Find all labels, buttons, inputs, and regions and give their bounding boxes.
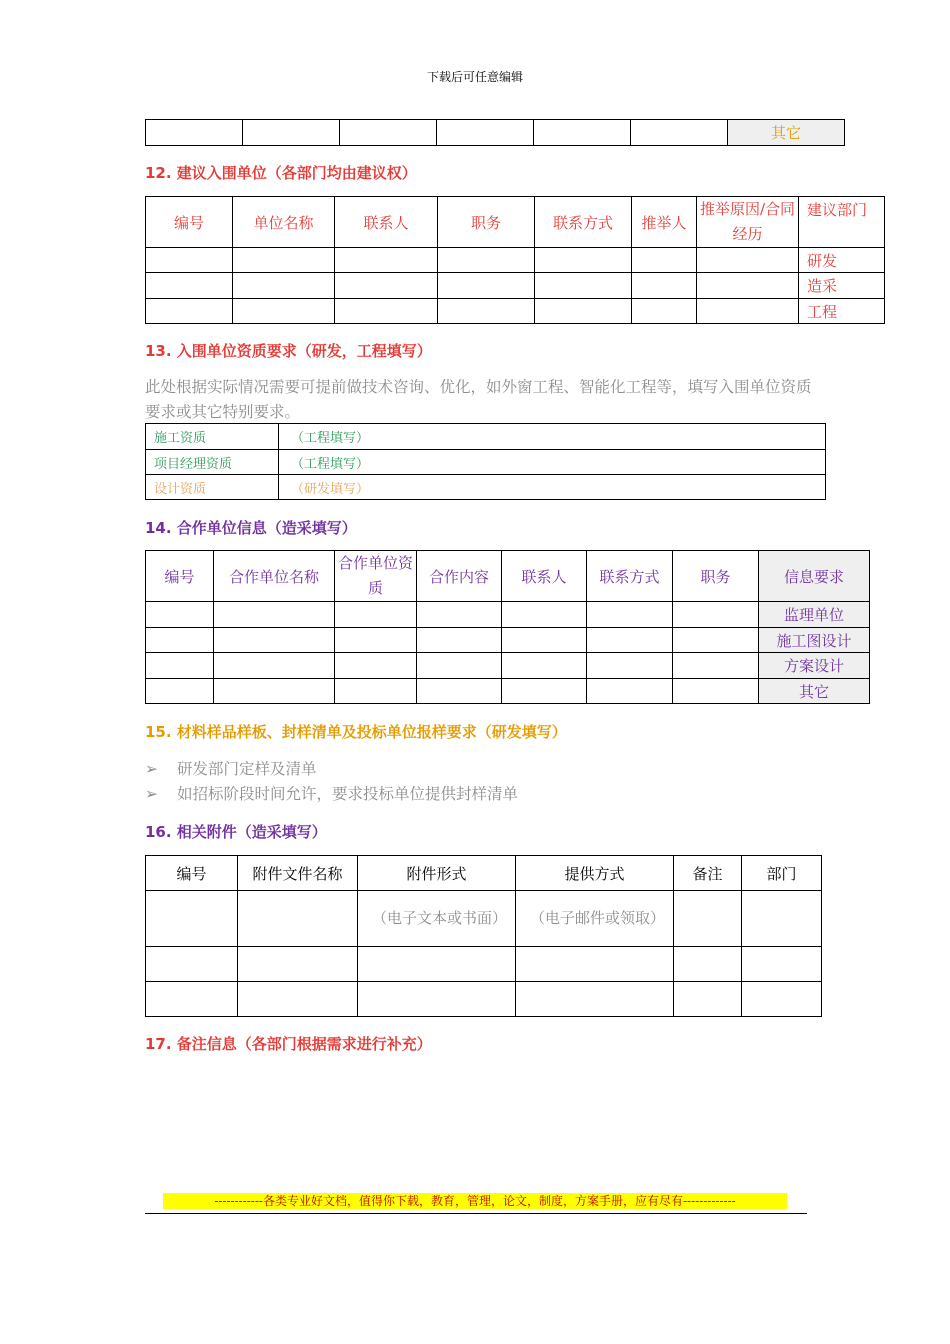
header-cell: 备注 [674,856,742,891]
dept-cell: 造采 [799,273,885,299]
table-cell [243,120,340,146]
table-cell [437,120,534,146]
req-cell: 监理单位 [759,602,870,628]
top-table [145,119,845,146]
header-cell: 单位名称 [233,197,335,248]
qual-label: 施工资质 [146,424,279,450]
dept-cell: 工程 [799,299,885,324]
header-cell: 建议部门 [799,197,885,248]
section-12-title: 12. 建议入围单位（各部门均由建议权） [145,164,417,182]
table-cell [631,120,728,146]
form-hint: （电子文本或书面） [358,891,516,947]
header-cell: 编号 [146,551,214,602]
header-cell: 附件形式 [358,856,516,891]
qual-label: 项目经理资质 [146,450,279,475]
header-cell: 提供方式 [516,856,674,891]
qualification-table [145,423,826,500]
header-cell: 信息要求 [759,551,870,602]
provide-hint: （电子邮件或领取） [516,891,674,947]
header-cell: 推举原因/合同经历 [697,197,799,248]
header-cell: 联系方式 [535,197,632,248]
header-cell: 部门 [742,856,822,891]
other-cell: 其它 [728,120,845,146]
section-17-title: 17. 备注信息（各部门根据需求进行补充） [145,1035,432,1053]
section-14-title: 14. 合作单位信息（造采填写） [145,519,357,537]
qualification-paragraph: 此处根据实际情况需要可提前做技术咨询、优化，如外窗工程、智能化工程等，填写入围单位资质要求或其它特别要求。 [145,378,812,421]
list-item [145,782,518,804]
header-cell: 合作内容 [417,551,502,602]
header-cell: 编号 [146,197,233,248]
arrow-bullet-icon: ➢ [145,785,158,803]
header-cell: 联系人 [502,551,587,602]
bullet-text: 如招标阶段时间允许，要求投标单位提供封样清单 [177,785,519,803]
footer-banner: ------------各类专业好文档，值得你下载，教育，管理，论文，制度，方案手册，应有尽有------------- [163,1193,787,1209]
attachments-table [145,855,822,1017]
header-cell: 编号 [146,856,238,891]
header-cell: 合作单位资质 [335,551,417,602]
footer-rule [145,1213,807,1214]
partner-units-table [145,550,870,704]
qual-note: （研发填写） [279,475,826,500]
req-cell: 施工图设计 [759,628,870,653]
header-cell: 推举人 [632,197,697,248]
header-cell: 职务 [438,197,535,248]
header-cell: 职务 [673,551,759,602]
recommend-units-table [145,196,885,324]
header-cell: 合作单位名称 [214,551,335,602]
section-13-title: 13. 入围单位资质要求（研发，工程填写） [145,342,432,360]
qual-note: （工程填写） [279,424,826,450]
qual-label: 设计资质 [146,475,279,500]
header-cell: 联系方式 [587,551,673,602]
qual-note: （工程填写） [279,450,826,475]
dept-cell: 研发 [799,248,885,273]
header-cell: 联系人 [335,197,438,248]
header-cell: 附件文件名称 [238,856,358,891]
table-cell [146,120,243,146]
section-16-title: 16. 相关附件（造采填写） [145,823,327,841]
table-cell [340,120,437,146]
req-cell: 方案设计 [759,653,870,679]
section-15-title: 15. 材料样品样板、封样清单及投标单位报样要求（研发填写） [145,723,567,741]
arrow-bullet-icon: ➢ [145,760,158,778]
list-item [145,757,317,779]
req-cell: 其它 [759,679,870,704]
bullet-text: 研发部门定样及清单 [177,760,317,778]
table-cell [534,120,631,146]
page-header-note: 下载后可任意编辑 [426,70,523,84]
